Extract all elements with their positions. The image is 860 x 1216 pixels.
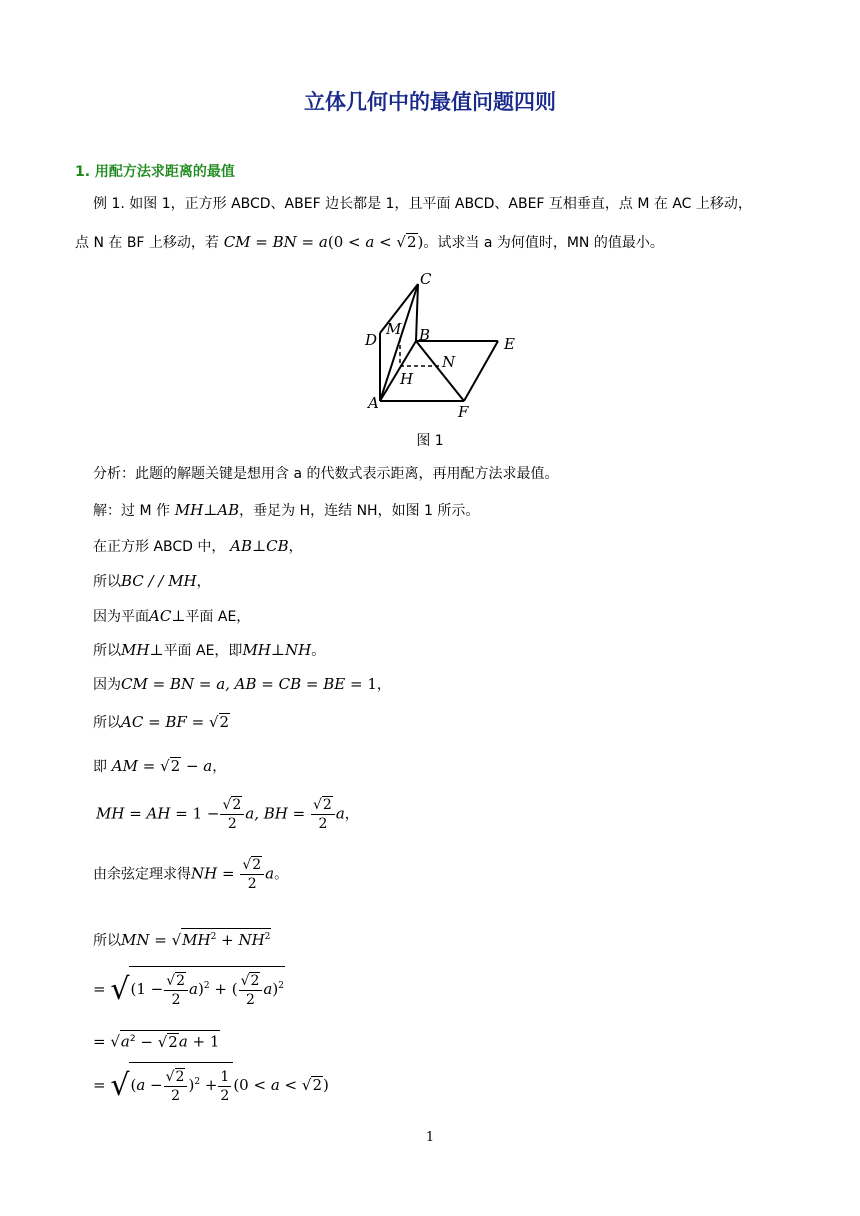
solution-line-6-text: 因为 bbox=[93, 677, 121, 693]
solution-line-8: 即 AM = √2 − a， bbox=[93, 757, 227, 775]
page-number: 1 bbox=[425, 1130, 435, 1145]
formula-step-2: = $√a^2 - √2a + 1$ bbox=[93, 1030, 220, 1051]
label-d: D bbox=[365, 331, 378, 349]
label-n: N bbox=[442, 353, 456, 371]
page-title: 立体几何中的最值问题四则 bbox=[304, 90, 556, 114]
solution-line-4-text-a: 因为平面 bbox=[93, 609, 149, 625]
formula-step-1: = √(1 − $\frac{√2}{2}$ a)$^2$ + ( $\frac{√2}{2}$ a)$^2$ bbox=[93, 966, 285, 1009]
example-line-1: 例 1. 如图 1，正方形 ABCD、ABEF 边长都是 1，且平面 ABCD、ABEF 互相垂直，点 M 在 AC 上移动， bbox=[93, 196, 752, 212]
condition-formula: CM = BN = a bbox=[218, 233, 328, 251]
solution-line-1-text-b: ，垂足为 H，连结 NH，如图 1 所示。 bbox=[239, 503, 480, 519]
solution-line-10-text: 由余弦定理求得 bbox=[93, 866, 191, 883]
solution-line-7: 所以AC = BF = √2 bbox=[93, 713, 230, 731]
solution-line-2: 在正方形 ABCD 中， AB⊥CB， bbox=[93, 537, 303, 555]
solution-line-1: 解：过 M 作 MH⊥AB，垂足为 H，连结 NH，如图 1 所示。 bbox=[93, 501, 480, 519]
label-m: M bbox=[386, 320, 402, 338]
figure-1-diagram bbox=[360, 268, 530, 420]
solution-line-5-text-a: 所以 bbox=[93, 643, 121, 659]
solution-line-3: 所以BC / / MH， bbox=[93, 572, 211, 590]
figure-caption: 图 1 bbox=[416, 433, 444, 449]
formula-step-3: = √(a − $\frac{√2}{2}$ )$^2$ + $\frac{1}{2}$ (0 < a < √2) bbox=[93, 1062, 329, 1105]
example-line-2-text-a: 点 N 在 BF 上移动，若 bbox=[75, 235, 219, 251]
solution-line-5: 所以MH⊥平面 AE，即MH⊥NH。 bbox=[93, 641, 326, 659]
solution-line-4: 因为平面AC⊥平面 AE， bbox=[93, 607, 251, 625]
solution-line-1-text-a: 解：过 M 作 bbox=[93, 503, 170, 519]
label-f: F bbox=[458, 403, 469, 420]
solution-line-11-text: 所以 bbox=[93, 933, 121, 949]
label-h: H bbox=[400, 370, 414, 388]
solution-line-5-text-b: 平面 AE，即 bbox=[163, 643, 243, 659]
solution-line-3-text: 所以 bbox=[93, 574, 121, 590]
solution-line-7-text: 所以 bbox=[93, 715, 121, 731]
solution-line-2-text: 在正方形 ABCD 中， bbox=[93, 539, 226, 555]
solution-line-8-text: 即 bbox=[93, 759, 107, 775]
solution-line-10: 由余弦定理求得NH = $\frac{√2}{2}$ a。 bbox=[93, 857, 289, 892]
label-c: C bbox=[420, 270, 432, 288]
solution-line-4-text-b: 平面 AE， bbox=[185, 609, 251, 625]
formula-mh-ah-bh: MH = AH = 1 − $\frac{√2}{2}$ a, BH = $\frac{√2}{2}$ a， bbox=[96, 797, 359, 832]
example-line-2: 点 N 在 BF 上移动，若 CM = BN = a(0 < a < √2)。试求当 a 为何值时，MN 的值最小。 bbox=[75, 233, 664, 251]
solution-line-6: 因为CM = BN = a, AB = CB = BE = 1， bbox=[93, 675, 391, 693]
section-heading: 1. 用配方法求距离的最值 bbox=[75, 164, 235, 180]
label-a: A bbox=[368, 394, 379, 412]
example-line-2-text-b: 。试求当 a 为何值时，MN 的值最小。 bbox=[423, 235, 664, 251]
analysis-text: 分析：此题的解题关键是想用含 a 的代数式表示距离，再用配方法求最值。 bbox=[93, 466, 559, 482]
solution-line-5-text-c: 。 bbox=[311, 643, 326, 659]
label-e: E bbox=[504, 335, 515, 353]
solution-line-11: 所以MN = $√MH^2 + NH^2$ bbox=[93, 928, 271, 950]
label-b: B bbox=[419, 326, 431, 344]
